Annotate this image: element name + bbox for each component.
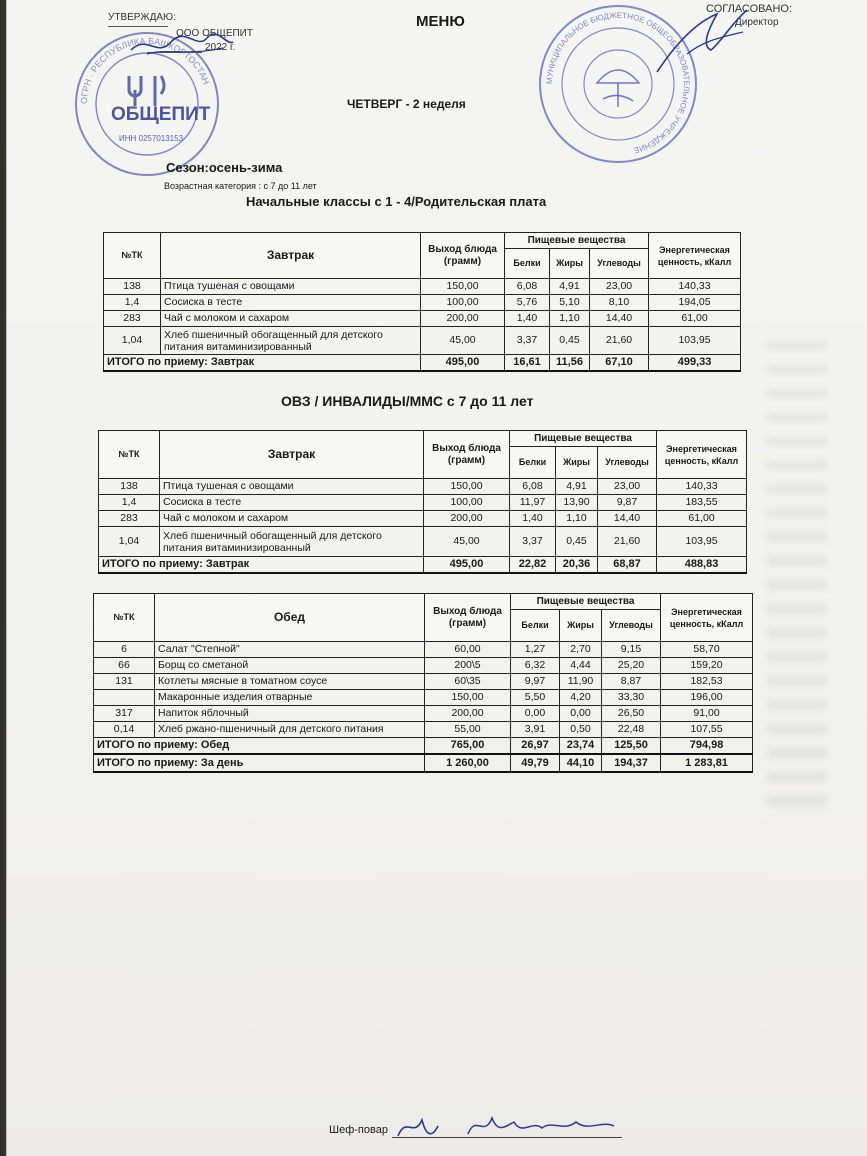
table-cell: Пищевые вещества xyxy=(510,431,657,447)
left-stamp-logo: ОБЩЕПИТ xyxy=(111,104,211,125)
table-cell: Углеводы xyxy=(602,610,661,642)
table-row xyxy=(94,706,753,722)
table-cell: №ТК xyxy=(94,594,155,642)
table-cell: 9,15 xyxy=(602,642,661,658)
table-cell: 1 260,00 xyxy=(425,754,511,772)
table-cell: Пищевые вещества xyxy=(511,594,661,610)
table-cell: Белки xyxy=(510,447,556,479)
right-stamp-ring-text: МУНИЦИПАЛЬНОЕ БЮДЖЕТНОЕ ОБЩЕОБРАЗОВАТЕЛЬНОЕ УЧРЕЖДЕНИЕ xyxy=(544,10,692,156)
table-cell: 1,04 xyxy=(104,327,161,355)
table-cell: 200,00 xyxy=(424,511,510,527)
table-cell: Энергетическая ценность, кКалл xyxy=(657,431,747,479)
table-cell: 317 xyxy=(94,706,155,722)
table-cell: 67,10 xyxy=(590,355,649,372)
table-cell: 100,00 xyxy=(421,295,505,311)
table-cell: 91,00 xyxy=(661,706,753,722)
section1-title: Начальные классы с 1 - 4/Родительская плата xyxy=(246,194,547,209)
approve-label: УТВЕРЖДАЮ: xyxy=(108,12,176,23)
org-name: ООО ОБЩЕПИТ xyxy=(176,28,253,39)
table-cell: 1,10 xyxy=(550,311,590,327)
table-cell: 1 283,81 xyxy=(661,754,753,772)
col-output: Выход блюда (грамм) xyxy=(421,233,505,279)
table-cell: 0,00 xyxy=(511,706,560,722)
section2-title: ОВЗ / ИНВАЛИДЫ/ММС с 7 до 11 лет xyxy=(281,393,534,409)
table-cell: 200,00 xyxy=(425,706,511,722)
table-cell: 100,00 xyxy=(424,495,510,511)
table-cell: 49,79 xyxy=(511,754,560,772)
table-row xyxy=(94,690,753,706)
table-cell: ИТОГО по приему: За день xyxy=(94,754,425,772)
table-cell: 5,50 xyxy=(511,690,560,706)
table-row xyxy=(94,658,753,674)
col-nutrients: Пищевые вещества xyxy=(505,233,649,249)
table-row xyxy=(94,722,753,738)
table-row xyxy=(99,527,747,557)
table-cell: 9,87 xyxy=(598,495,657,511)
table-cell xyxy=(94,690,155,706)
table-cell: Чай с молоком и сахаром xyxy=(160,511,424,527)
table-cell: 5,76 xyxy=(505,295,550,311)
table-cell: Сосиска в тесте xyxy=(161,295,421,311)
approve-signature xyxy=(127,30,237,64)
table-cell: №ТК xyxy=(99,431,160,479)
left-stamp-ring-text: ОГРН · РЕСПУБЛИКА БАШКОРТОСТАН xyxy=(78,35,212,105)
table-cell: 44,10 xyxy=(560,754,602,772)
total-row xyxy=(99,557,747,574)
table-cell: 103,95 xyxy=(657,527,747,557)
table-cell: 495,00 xyxy=(424,557,510,574)
col-carbs: Углеводы xyxy=(590,249,649,279)
table-cell: 150,00 xyxy=(421,279,505,295)
table-cell: 488,83 xyxy=(657,557,747,574)
table-cell: Энергетическая ценность, кКалл xyxy=(661,594,753,642)
total-row xyxy=(104,355,741,372)
year-label: 2022 г. xyxy=(205,42,236,53)
table-cell: 6,08 xyxy=(505,279,550,295)
table-cell: 13,90 xyxy=(556,495,598,511)
meal-header: Завтрак xyxy=(160,431,424,479)
table-cell: 8,10 xyxy=(590,295,649,311)
table-cell: 159,20 xyxy=(661,658,753,674)
table-cell: Выход блюда (грамм) xyxy=(425,594,511,642)
table-cell: 182,53 xyxy=(661,674,753,690)
table-cell: 55,00 xyxy=(425,722,511,738)
table-cell: 0,00 xyxy=(560,706,602,722)
table-cell: 23,00 xyxy=(590,279,649,295)
table-cell: 21,60 xyxy=(598,527,657,557)
table-cell: 20,36 xyxy=(556,557,598,574)
table-cell: 45,00 xyxy=(421,327,505,355)
table-cell: 58,70 xyxy=(661,642,753,658)
table-cell: 1,10 xyxy=(556,511,598,527)
table-cell: 103,95 xyxy=(649,327,741,355)
table-cell: 150,00 xyxy=(424,479,510,495)
table-cell: 107,55 xyxy=(661,722,753,738)
table-cell: 765,00 xyxy=(425,738,511,755)
table-cell: Жиры xyxy=(560,610,602,642)
table-row xyxy=(94,642,753,658)
table-cell: 283 xyxy=(99,511,160,527)
table-cell: 6,08 xyxy=(510,479,556,495)
day-label: ЧЕТВЕРГ - 2 неделя xyxy=(347,97,466,111)
table-cell: Птица тушеная с овощами xyxy=(161,279,421,295)
table-row xyxy=(104,279,741,295)
table-cell: 45,00 xyxy=(424,527,510,557)
table-cell: 183,55 xyxy=(657,495,747,511)
table-cell: 3,37 xyxy=(505,327,550,355)
table-cell: 16,61 xyxy=(505,355,550,372)
table-row xyxy=(99,479,747,495)
table-cell: 14,40 xyxy=(598,511,657,527)
table-cell: Жиры xyxy=(556,447,598,479)
table-cell: Птица тушеная с овощами xyxy=(160,479,424,495)
meal-header: Завтрак xyxy=(161,233,421,279)
table-cell: 26,50 xyxy=(602,706,661,722)
table-cell: 140,33 xyxy=(649,279,741,295)
table-cell: 2,70 xyxy=(560,642,602,658)
table-cell: Выход блюда (грамм) xyxy=(424,431,510,479)
table-cell: 23,00 xyxy=(598,479,657,495)
col-protein: Белки xyxy=(505,249,550,279)
table-row xyxy=(94,674,753,690)
table-cell: 1,4 xyxy=(104,295,161,311)
table-row xyxy=(104,295,741,311)
table-cell: ИТОГО по приему: Обед xyxy=(94,738,425,755)
table-cell: 4,44 xyxy=(560,658,602,674)
table-cell: 23,74 xyxy=(560,738,602,755)
table-cell: Борщ со сметаной xyxy=(155,658,425,674)
table-cell: 33,30 xyxy=(602,690,661,706)
table-cell: 194,05 xyxy=(649,295,741,311)
table-cell: Хлеб ржано-пшеничный для детского питания xyxy=(155,722,425,738)
table-cell: 0,45 xyxy=(556,527,598,557)
table-cell: 68,87 xyxy=(598,557,657,574)
col-energy: Энергетическая ценность, кКалл xyxy=(649,233,741,279)
table-cell: 60,00 xyxy=(425,642,511,658)
table-cell: 22,82 xyxy=(510,557,556,574)
table-cell: Чай с молоком и сахаром xyxy=(161,311,421,327)
table-cell: 4,91 xyxy=(556,479,598,495)
table-row xyxy=(104,327,741,355)
table-cell: 1,04 xyxy=(99,527,160,557)
table-cell: 60\35 xyxy=(425,674,511,690)
table-cell: 794,98 xyxy=(661,738,753,755)
season-label: Сезон:осень-зима xyxy=(166,160,283,175)
table-cell: 1,27 xyxy=(511,642,560,658)
table-cell: 131 xyxy=(94,674,155,690)
table-cell: 200,00 xyxy=(421,311,505,327)
menu-title: МЕНЮ xyxy=(416,13,465,30)
table-cell: 196,00 xyxy=(661,690,753,706)
table-cell: 4,91 xyxy=(550,279,590,295)
table-cell: Напиток яблочный xyxy=(155,706,425,722)
meal-header: Обед xyxy=(155,594,425,642)
agreed-label: СОГЛАСОВАНО: xyxy=(706,3,793,15)
menu-document xyxy=(6,0,867,1156)
table-cell: 0,45 xyxy=(550,327,590,355)
age-category: Возрастная категория : с 7 до 11 лет xyxy=(164,181,317,191)
table-cell: Салат "Степной" xyxy=(155,642,425,658)
table-cell: 61,00 xyxy=(649,311,741,327)
table-cell: 125,50 xyxy=(602,738,661,755)
table-cell: 1,40 xyxy=(510,511,556,527)
table-cell: 66 xyxy=(94,658,155,674)
table-cell: ИТОГО по приему: Завтрак xyxy=(99,557,424,574)
table-cell: 6,32 xyxy=(511,658,560,674)
table-cell: 138 xyxy=(104,279,161,295)
col-fat: Жиры xyxy=(550,249,590,279)
table-cell: 14,40 xyxy=(590,311,649,327)
table-cell: 3,37 xyxy=(510,527,556,557)
director-signature xyxy=(647,2,757,82)
breakfast-table-primary xyxy=(103,232,741,372)
director-label: Директор xyxy=(735,17,779,28)
table-cell: 11,56 xyxy=(550,355,590,372)
table-cell: 9,97 xyxy=(511,674,560,690)
table-cell: 200\5 xyxy=(425,658,511,674)
left-stamp-inn: ИНН 0257013153 xyxy=(119,134,184,143)
table-cell: 3,91 xyxy=(511,722,560,738)
table-cell: 0,14 xyxy=(94,722,155,738)
table-cell: 21,60 xyxy=(590,327,649,355)
table-cell: 22,48 xyxy=(602,722,661,738)
chef-signature xyxy=(392,1108,632,1144)
table-cell: 61,00 xyxy=(657,511,747,527)
table-cell: 1,4 xyxy=(99,495,160,511)
lunch-table xyxy=(93,593,753,773)
table-cell: Углеводы xyxy=(598,447,657,479)
table-cell: 140,33 xyxy=(657,479,747,495)
approve-line xyxy=(108,26,168,27)
table-cell: 25,20 xyxy=(602,658,661,674)
table-cell: 4,20 xyxy=(560,690,602,706)
day-total-row xyxy=(94,754,753,772)
table-cell: Хлеб пшеничный обогащенный для детского питания витаминизированный xyxy=(160,527,424,557)
table-cell: 150,00 xyxy=(425,690,511,706)
total-row xyxy=(94,738,753,755)
table-cell: Макаронные изделия отварные xyxy=(155,690,425,706)
table-cell: 283 xyxy=(104,311,161,327)
table-cell: Хлеб пшеничный обогащенный для детского питания витаминизированный xyxy=(161,327,421,355)
table-cell: 6 xyxy=(94,642,155,658)
table-cell: 1,40 xyxy=(505,311,550,327)
table-row xyxy=(104,311,741,327)
col-no: №ТК xyxy=(104,233,161,279)
table-cell: 495,00 xyxy=(421,355,505,372)
table-cell: 0,50 xyxy=(560,722,602,738)
table-cell: ИТОГО по приему: Завтрак xyxy=(104,355,421,372)
table-row xyxy=(99,495,747,511)
table-row xyxy=(99,511,747,527)
table-cell: Сосиска в тесте xyxy=(160,495,424,511)
table-cell: 5,10 xyxy=(550,295,590,311)
table-cell: 194,37 xyxy=(602,754,661,772)
table-cell: 26,97 xyxy=(511,738,560,755)
chef-label: Шеф-повар xyxy=(329,1124,388,1136)
breakfast-table-ovz xyxy=(98,430,747,574)
table-cell: 11,97 xyxy=(510,495,556,511)
table-cell: Котлеты мясные в томатном соусе xyxy=(155,674,425,690)
table-cell: 11,90 xyxy=(560,674,602,690)
show-through-marks xyxy=(767,340,827,820)
table-cell: 8,87 xyxy=(602,674,661,690)
table-cell: 499,33 xyxy=(649,355,741,372)
table-cell: 138 xyxy=(99,479,160,495)
table-cell: Белки xyxy=(511,610,560,642)
